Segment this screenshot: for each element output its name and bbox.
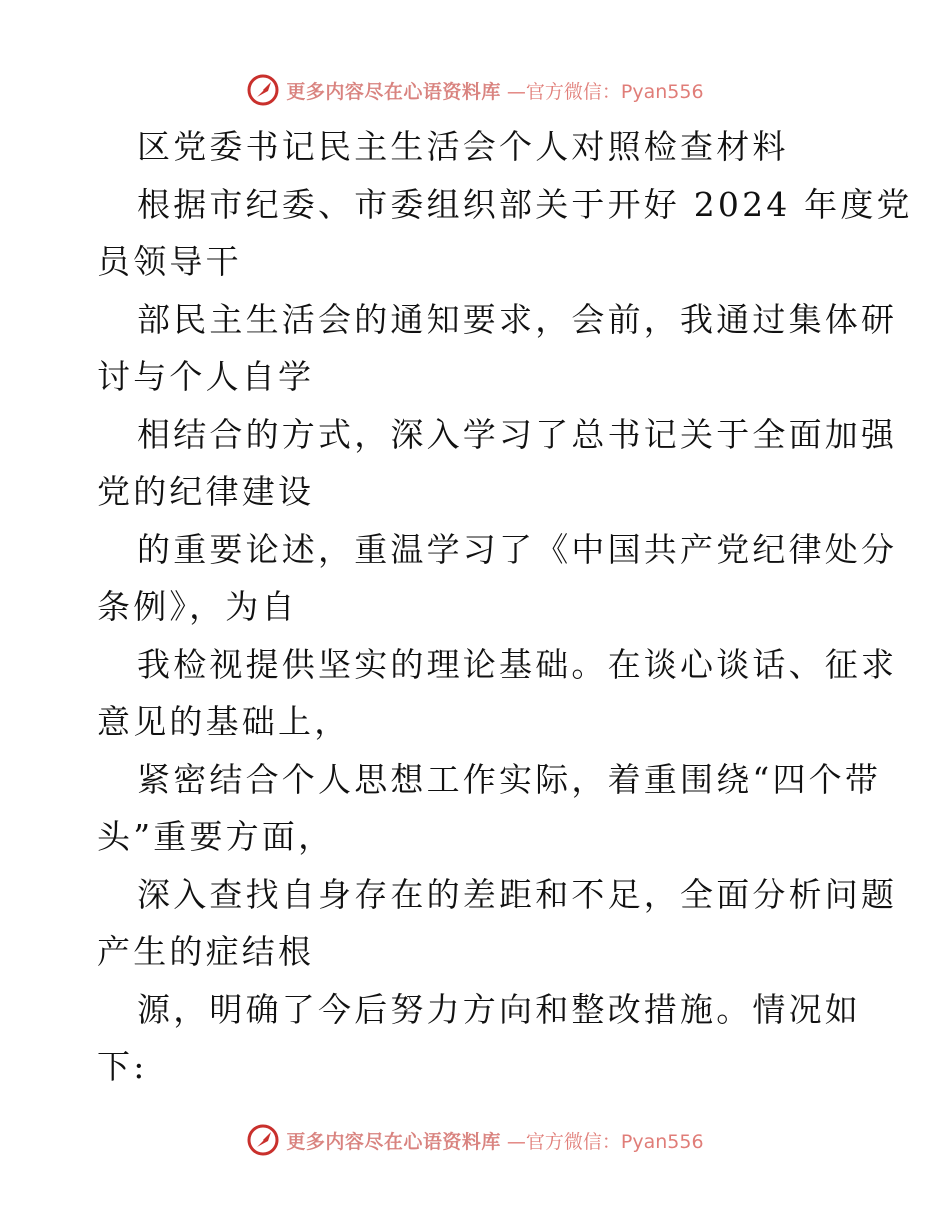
document-line: 员领导干 (97, 242, 242, 281)
document-line: 深入查找自身存在的差距和不足，全面分析问题 (137, 874, 898, 914)
document-line: 根据市纪委、市委组织部关于开好 2024 年度党 (137, 184, 913, 224)
document-line: 条例》，为自 (97, 587, 298, 626)
document-line: 部民主生活会的通知要求，会前，我通过集体研 (137, 299, 898, 339)
footer-watermark-banner (0, 1120, 950, 1160)
document-line: 党的纪律建设 (97, 472, 315, 511)
document-line: 下: (97, 1047, 148, 1086)
header-wechat-text: —官方微信：Pyan556 (506, 80, 704, 103)
document-line: 我检视提供坚实的理论基础。在谈心谈话、征求 (137, 644, 898, 684)
document-line: 头”重要方面， (97, 817, 335, 856)
header-watermark-banner (0, 70, 950, 110)
document-line: 产生的症结根 (97, 932, 315, 971)
document-title: 区党委书记民主生活会个人对照检查材料 (137, 127, 789, 166)
document-line: 相结合的方式，深入学习了总书记关于全面加强 (137, 414, 898, 454)
document-line: 的重要论述，重温学习了《中国共产党纪律处分 (137, 529, 898, 569)
footer-brand-text: 更多内容尽在心语资料库 (286, 1130, 501, 1153)
document-line: 讨与个人自学 (97, 357, 315, 396)
feather-logo-icon (246, 73, 280, 107)
document-line: 紧密结合个人思想工作实际，着重围绕“四个带 (137, 759, 882, 799)
feather-logo-icon (246, 1123, 280, 1157)
header-brand-text: 更多内容尽在心语资料库 (286, 80, 501, 103)
document-body (97, 118, 913, 1096)
document-line: 意见的基础上， (97, 702, 351, 741)
footer-wechat-text: —官方微信：Pyan556 (506, 1130, 704, 1153)
document-line: 源，明确了今后努力方向和整改措施。情况如 (137, 989, 861, 1029)
